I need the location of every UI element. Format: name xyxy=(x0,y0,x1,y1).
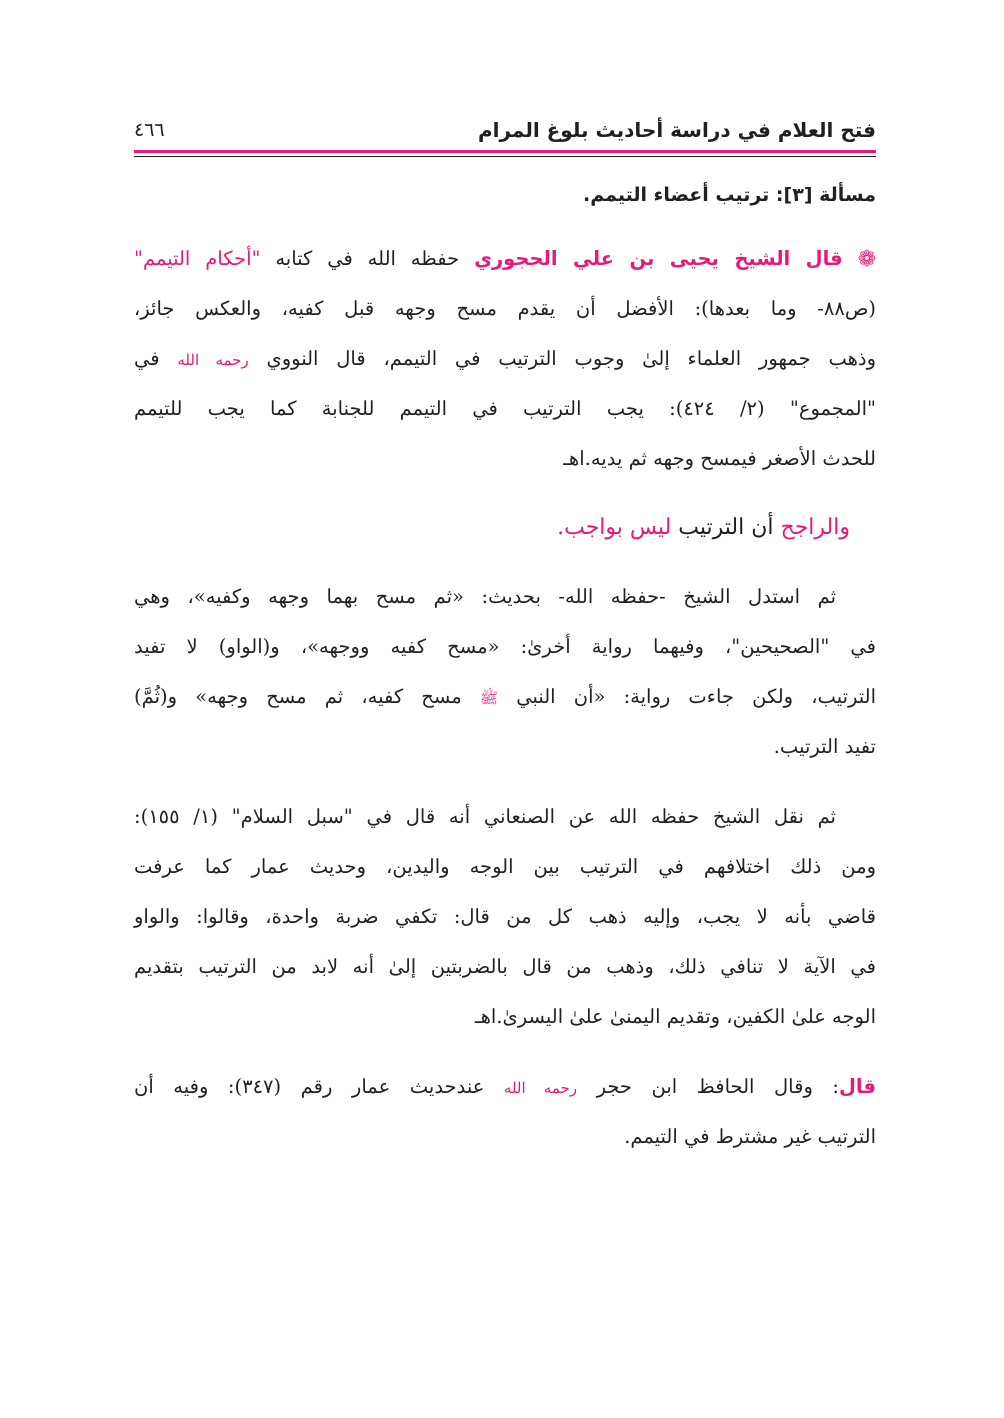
text-run: عندحديث عمار رقم (٣٤٧): وفيه أن xyxy=(134,1075,485,1098)
question-heading: مسألة [٣]: ترتيب أعضاء التيمم. xyxy=(583,184,876,206)
paragraph-line: الوجه علىٰ الكفين، وتقديم اليمنىٰ علىٰ اليسرىٰ.اهـ xyxy=(474,1005,876,1028)
page-body xyxy=(134,170,876,1162)
honorific-mark: رحمه الله xyxy=(503,1079,578,1097)
text-run: وذهب جمهور العلماء إلىٰ وجوب الترتيب في التيمم، قال النووي xyxy=(266,347,877,370)
spacer xyxy=(134,1042,876,1062)
paragraph-line: في "الصحيحين"، وفيهما رواية أخرىٰ: «مسح كفيه ووجهه»، و(الواو) لا تفيد xyxy=(134,635,876,658)
paragraph-sanani xyxy=(134,792,876,1042)
paragraph-line xyxy=(134,334,876,384)
paragraph-line: الترتيب غير مشترط في التيمم. xyxy=(624,1125,876,1148)
paragraph-line xyxy=(134,1062,876,1112)
book-reference: "أحكام التيمم" xyxy=(134,247,261,270)
paragraph-hajuri xyxy=(134,234,876,484)
book-title: فتح العلام في دراسة أحاديث بلوغ المرام xyxy=(477,118,876,142)
paragraph-line: تفيد الترتيب. xyxy=(773,735,876,758)
preferred-opinion xyxy=(134,498,876,558)
text-run: : وقال الحافظ ابن حجر xyxy=(596,1075,839,1098)
paragraph-line: "المجموع" (٢/ ٤٢٤): يجب الترتيب في التيمم للجنابة كما يجب للتيمم xyxy=(134,397,876,420)
paragraph-line: قاضي بأنه لا يجب، وإليه ذهب كل من قال: تكفي ضربة واحدة، وقالوا: والواو xyxy=(134,905,876,928)
text-run: في xyxy=(134,347,160,370)
salawat-mark: ﷺ xyxy=(479,689,499,707)
page-header xyxy=(134,112,876,148)
paragraph-evidence xyxy=(134,572,876,772)
text-run: الترتيب، ولكن جاءت رواية: «أن النبي xyxy=(516,685,877,708)
honorific-mark: رحمه الله xyxy=(177,351,249,369)
paragraph-line: في الآية لا تنافي ذلك، وذهب من قال بالضربتين إلىٰ أنه لابد من الترتيب بتقديم xyxy=(134,955,876,978)
speaker-name: قال الشيخ يحيى بن علي الحجوري xyxy=(474,247,843,270)
page-number: ٤٦٦ xyxy=(134,119,165,141)
paragraph-line: ثم نقل الشيخ حفظه الله عن الصنعاني أنه قال في "سبل السلام" (١/ ١٥٥): xyxy=(134,805,836,828)
header-rule-accent xyxy=(134,150,876,153)
qala-label: قال xyxy=(838,1075,876,1098)
text-run: مسح كفيه، ثم مسح وجهه» و(ثُمَّ) xyxy=(134,685,462,708)
paragraph-line xyxy=(134,672,876,722)
paragraph-line: ومن ذلك اختلافهم في الترتيب بين الوجه واليدين، وحديث عمار كما عرفت xyxy=(134,855,876,878)
paragraph-line xyxy=(134,234,876,284)
rosette-icon: ❁ xyxy=(857,247,877,272)
paragraph-line: ثم استدل الشيخ -حفظه الله- بحديث: «ثم مسح بهما وجهه وكفيه»، وهي xyxy=(134,585,836,608)
paragraph-line: للحدث الأصغر فيمسح وجهه ثم يديه.اهـ xyxy=(563,447,876,470)
header-rule xyxy=(134,156,876,157)
rajih-label: والراجح xyxy=(780,515,850,540)
rajih-text: أن الترتيب xyxy=(671,515,781,540)
paragraph-line: (ص٨٨- وما بعدها): الأفضل أن يقدم مسح وجهه قبل كفيه، والعكس جائز، xyxy=(134,297,876,320)
paragraph-ibn-hajar xyxy=(134,1062,876,1162)
rajih-conclusion: ليس بواجب. xyxy=(557,515,672,540)
text-run: حفظه الله في كتابه xyxy=(260,247,460,270)
spacer xyxy=(134,772,876,792)
